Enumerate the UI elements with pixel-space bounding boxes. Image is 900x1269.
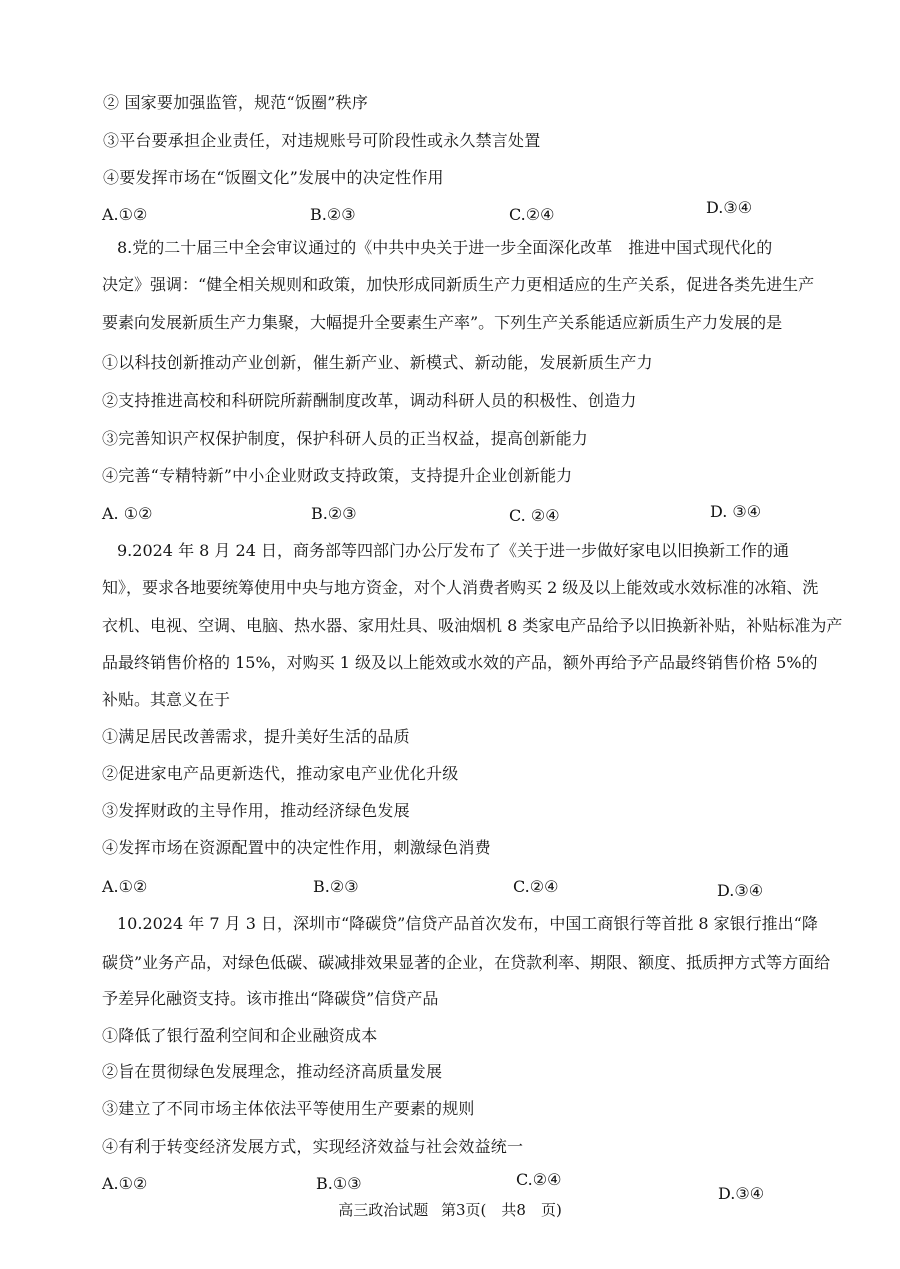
q7-option-a: A.①② [102,205,148,224]
q10-stem-line-3: 予差异化融资支持。该市推出“降碳贷”信贷产品 [102,989,439,1008]
q8-option-c: C. ②④ [509,506,560,525]
q8-option-b: B.②③ [311,504,357,523]
q7-option-b: B.②③ [310,205,356,224]
q10-option-d: D.③④ [718,1184,765,1203]
footer-subject: 高三政治试题 [338,1201,429,1219]
q7-item-4: ④要发挥市场在“饭圈文化”发展中的决定性作用 [103,168,444,187]
q9-option-b: B.②③ [313,877,359,896]
q10-option-c: C.②④ [516,1170,562,1189]
q9-item-2: ②促进家电产品更新迭代，推动家电产业优化升级 [102,764,459,783]
q8-option-d: D. ③④ [710,502,762,521]
q10-stem-line-1: 10.2024 年 7 月 3 日，深圳市“降碳贷”信贷产品首次发布，中国工商银行等首批 8 家银行推出“降 [117,914,818,933]
q9-stem-line-1: 9.2024 年 8 月 24 日，商务部等四部门办公厅发布了《关于进一步做好家电以旧换新工作的通 [117,541,789,560]
q9-stem-line-2: 知》，要求各地要统筹使用中央与地方资金，对个人消费者购买 2 级及以上能效或水效标准的冰箱、洗 [102,578,819,597]
page-footer [0,1200,900,1220]
q7-option-d: D.③④ [706,198,753,217]
q8-item-1: ①以科技创新推动产业创新，催生新产业、新模式、新动能，发展新质生产力 [102,353,653,372]
q8-option-a: A. ①② [102,504,153,523]
q9-item-3: ③发挥财政的主导作用，推动经济绿色发展 [102,801,410,820]
q10-item-2: ②旨在贯彻绿色发展理念，推动经济高质量发展 [102,1062,443,1081]
q10-option-a: A.①② [102,1174,148,1193]
q8-item-2: ②支持推进高校和科研院所薪酬制度改革，调动科研人员的积极性、创造力 [102,391,637,410]
q10-option-b: B.①③ [316,1174,362,1193]
q9-item-1: ①满足居民改善需求，提升美好生活的品质 [102,727,410,746]
q7-item-2: ② 国家要加强监管，规范“饭圈”秩序 [103,93,369,112]
q8-item-4: ④完善“专精特新”中小企业财政支持政策，支持提升企业创新能力 [102,466,573,485]
q8-item-3: ③完善知识产权保护制度，保护科研人员的正当权益，提高创新能力 [102,429,589,448]
q7-option-c: C.②④ [509,205,555,224]
q10-stem-line-2: 碳贷”业务产品，对绿色低碳、碳减排效果显著的企业，在贷款利率、期限、额度、抵质押方式等方面给 [102,953,831,972]
q7-item-3: ③平台要承担企业责任，对违规账号可阶段性或永久禁言处置 [103,131,541,150]
q9-stem-line-4: 品最终销售价格的 15%，对购买 1 级及以上能效或水效的产品，额外再给予产品最终销售价格 5%的 [102,653,818,672]
q8-stem-line-1: 8.党的二十届三中全会审议通过的《中共中央关于进一步全面深化改革 推进中国式现代化的 [117,238,773,257]
q9-item-4: ④发挥市场在资源配置中的决定性作用，刺激绿色消费 [102,838,491,857]
footer-page-number: 第3页( 共8 页) [441,1201,562,1219]
q10-item-1: ①降低了银行盈利空间和企业融资成本 [102,1026,378,1045]
q9-stem-line-5: 补贴。其意义在于 [102,690,231,709]
q9-option-a: A.①② [102,877,148,896]
q9-stem-line-3: 衣机、电视、空调、电脑、热水器、家用灶具、吸油烟机 8 类家电产品给予以旧换新补贴，补贴标准为产 [102,616,843,635]
q9-option-c: C.②④ [513,877,559,896]
q10-item-4: ④有利于转变经济发展方式，实现经济效益与社会效益统一 [102,1137,524,1156]
q10-item-3: ③建立了不同市场主体依法平等使用生产要素的规则 [102,1099,475,1118]
q8-stem-line-3: 要素向发展新质生产力集聚，大幅提升全要素生产率”。下列生产关系能适应新质生产力发展的是 [102,313,783,332]
q9-option-d: D.③④ [717,881,764,900]
q8-stem-line-2: 决定》强调：“健全相关规则和政策，加快形成同新质生产力更相适应的生产关系，促进各类先进生产 [102,275,815,294]
